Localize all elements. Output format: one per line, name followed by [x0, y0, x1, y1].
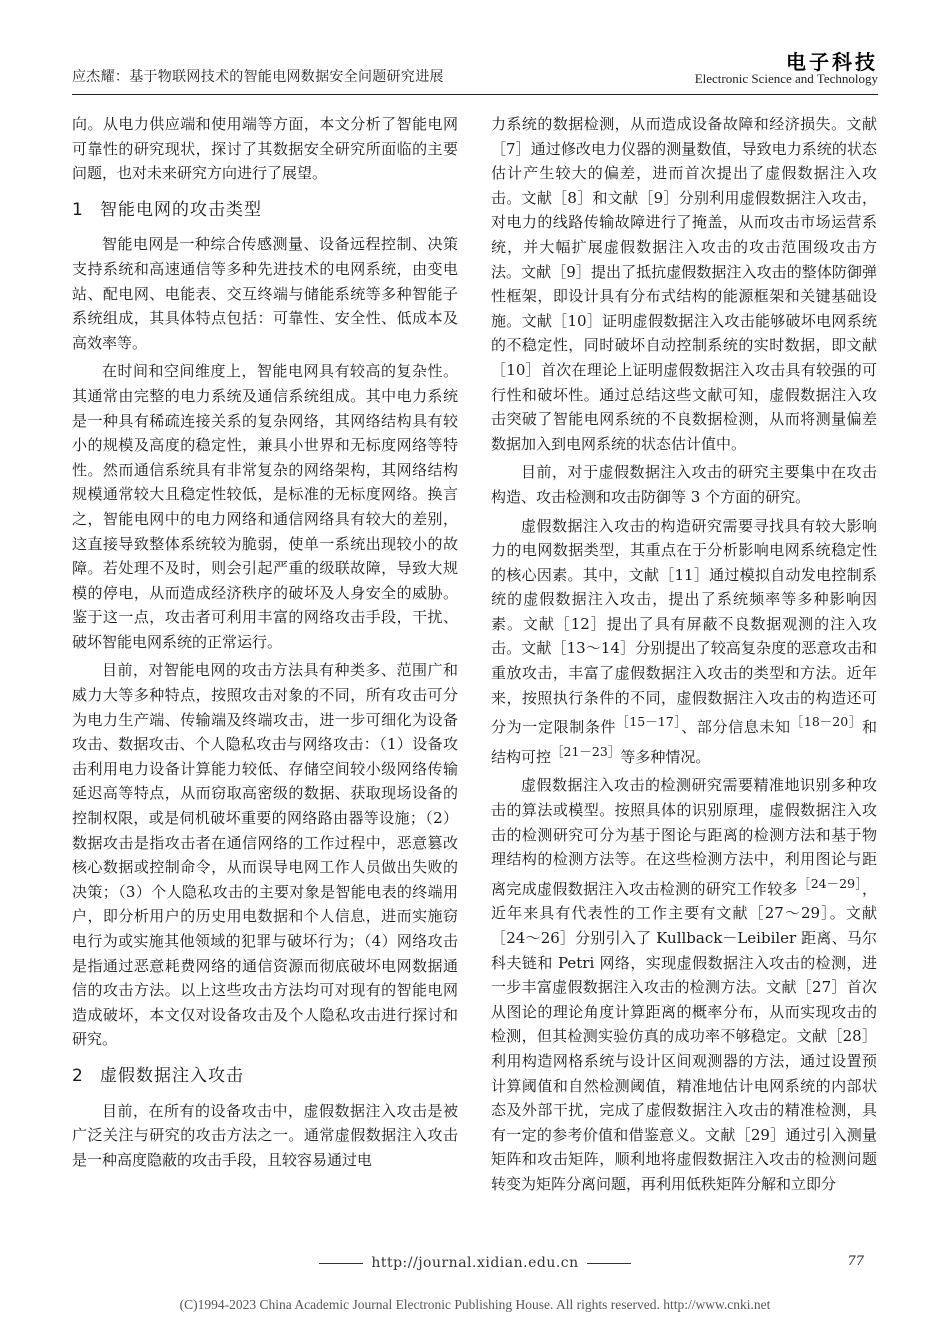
- running-title: 应杰耀：基于物联网技术的智能电网数据安全问题研究进展: [72, 69, 444, 85]
- paragraph: 目前，在所有的设备攻击中，虚假数据注入攻击是被广泛关注与研究的攻击方法之一。通常虚假数据注入攻击是一种高度隐蔽的攻击手段，且较容易通过电: [72, 1101, 458, 1169]
- section-number: 2: [72, 1065, 84, 1086]
- text-run: ，近年来具有代表性的工作主要有文献［27～29］。文献［24～26］分别引入了 Kullback－Leibiler 距离、马尔科夫链和 Petri 网络，实现虚假数据注入攻击的检测，进一步丰富虚假数据注入攻击的检测方法。文献［27］首次从图论的理论角度计算距离的概率分布，从而实现攻击的检测，但其检测实验仿真的成功率不够稳定。文献［28］利用构造网格系统与设计区间观测器的方法，通过设置预计算阈值和自然检测阈值，精准地估计电网系统的内部状态及外部干扰，完成了虚假数据注入攻击的精准检测，具有一定的参考价值和借鉴意义。文献［29］通过引入测量矩阵和攻击矩阵，顺利地将虚假数据注入攻击的检测问题转变为矩阵分离问题，再利用低秩矩阵分解和立即分: [491, 879, 877, 1193]
- citation: ［18－20］: [790, 714, 862, 730]
- paragraph: 目前，对智能电网的攻击方法具有种类多、范围广和威力大等多种特点，按照攻击对象的不同，所有攻击可分为电力生产端、传输端及终端攻击，进一步可细化为设备攻击、数据攻击、个人隐私攻击与网络攻击：（1）设备攻击利用电力设备计算能力较低、存储空间较小级网络传输延迟高等特点，从而窃取高密级的数据、获取现场设备的控制权限，或是伺机破坏重要的网络路由器等设施；（2）数据攻击是指攻击者在通信网络的工作过程中，恶意篡改核心数据或控制命令，从而误导电网工作人员做出失败的决策；（3）个人隐私攻击的主要对象是智能电表的终端用户，即分析用户的历史用电数据和个人信息，进而实施窃电行为或实施其他领域的犯罪与破坏行为；（4）网络攻击是指通过恶意耗费网络的通信资源而彻底破坏电网数据通信的攻击方法。以上这些攻击方法均可对现有的智能电网造成破坏，本文仅对设备攻击及个人隐私攻击进行探讨和研究。: [72, 661, 458, 1049]
- left-column: [72, 112, 458, 1172]
- right-column: [491, 112, 877, 1197]
- section-heading-1: [72, 198, 458, 223]
- text-run: 虚假数据注入攻击的检测研究需要精准地识别多种攻击的算法或模型。按照具体的识别原理，虚假数据注入攻击的检测研究可分为基于图论与距离的检测方法和基于物理结构的检测方法等。在这些检测方法中，利用图论与距离完成虚假数据注入攻击检测的研究工作较多: [491, 776, 877, 898]
- paragraph: [491, 514, 877, 770]
- journal-url: [0, 1255, 950, 1271]
- paragraph: 目前，对于虚假数据注入攻击的研究主要集中在攻击构造、攻击检测和攻击防御等 3 个方面的研究。: [491, 463, 877, 506]
- divider: [587, 1263, 631, 1264]
- paragraph: 智能电网是一种综合传感测量、设备远程控制、决策支持系统和高速通信等多种先进技术的电网系统，由变电站、配电网、电能表、交互终端与储能系统等多种智能子系统组成，其具体特点包括：可靠性、安全性、低成本及高效率等。: [72, 235, 458, 352]
- divider: [319, 1263, 363, 1264]
- page-number: 77: [847, 1254, 864, 1269]
- journal-name-english: Electronic Science and Technology: [694, 71, 878, 86]
- section-title: 智能电网的攻击类型: [100, 199, 262, 220]
- citation: ［15－17］: [616, 714, 682, 730]
- text-run: 、部分信息未知: [681, 718, 791, 737]
- paragraph: 在时间和空间维度上，智能电网具有较高的复杂性。其通常由完整的电力系统及通信系统组成。其中电力系统是一种具有稀疏连接关系的复杂网络，其网络结构具有较小的规模及高度的稳定性，兼具小世界和无标度网络等特性。然而通信系统具有非常复杂的网络架构，其网络结构规模通常较大且稳定性较低，是标准的无标度网络。换言之，智能电网中的电力网络和通信网络具有较大的差别，这直接导致整体系统较为脆弱，使单一系统出现较小的故障。若处理不及时，则会引起严重的级联故障，导致大规模的停电，从而造成经济秩序的破坏及人身安全的威胁。鉴于这一点，攻击者可利用丰富的网络攻击手段，干扰、破坏智能电网系统的正常运行。: [72, 362, 458, 651]
- text-run: 虚假数据注入攻击的构造研究需要寻找具有较大影响力的电网数据类型，其重点在于分析影响电网系统稳定性的核心因素。其中，文献［11］通过模拟自动发电控制系统的虚假数据注入攻击，提出了系统频率等多种影响因素。文献［12］提出了具有屏蔽不良数据观测的注入攻击。文献［13～14］分别提出了较高复杂度的恶意攻击和重放攻击，丰富了虚假数据注入攻击的类型和方法。近年来，按照执行条件的不同，虚假数据注入攻击的构造还可分为一定限制条件: [491, 516, 877, 737]
- section-heading-2: [72, 1064, 458, 1089]
- section-title: 虚假数据注入攻击: [100, 1065, 244, 1086]
- text-run: 等多种情况。: [620, 747, 711, 766]
- journal-logo: 电子科技: [786, 50, 878, 74]
- citation: ［21－23］: [551, 743, 621, 759]
- citation: ［24－29］: [797, 875, 862, 891]
- paragraph: 力系统的数据检测，从而造成设备故障和经济损失。文献［7］通过修改电力仪器的测量数值，导致电力系统的状态估计产生较大的偏差，进而首次提出了虚假数据注入攻击。文献［8］和文献［9］分别利用虚假数据注入攻击，对电力的线路传输故障进行了掩盖，从而攻击市场运营系统，并大幅扩展虚假数据注入攻击的攻击范围级攻击方法。文献［9］提出了抵抗虚假数据注入攻击的整体防御弹性框架，即设计具有分布式结构的能源框架和关键基础设施。文献［10］证明虚假数据注入攻击能够破坏电网系统的不稳定性，同时破坏自动控制系统的实时数据，即文献［10］首次在理论上证明虚假数据注入攻击具有较强的可行性和破坏性。通过总结这些文献可知，虚假数据注入攻击突破了智能电网系统的不良数据检测，从而将测量偏差数据加入到电网系统的状态估计值中。: [491, 115, 877, 453]
- paragraph: 向。从电力供应端和使用端等方面，本文分析了智能电网可靠性的研究现状，探讨了其数据安全研究所面临的主要问题，也对未来研究方向进行了展望。: [72, 115, 458, 183]
- header-divider: [72, 94, 878, 95]
- paragraph: [491, 773, 877, 1196]
- copyright-notice: (C)1994-2023 China Academic Journal Electronic Publishing House. All rights reserved. http://www.cnki.net: [179, 1297, 771, 1312]
- journal-url-text: http://journal.xidian.edu.cn: [371, 1255, 579, 1271]
- section-number: 1: [72, 199, 84, 220]
- text-run: 和结构可控: [491, 718, 878, 766]
